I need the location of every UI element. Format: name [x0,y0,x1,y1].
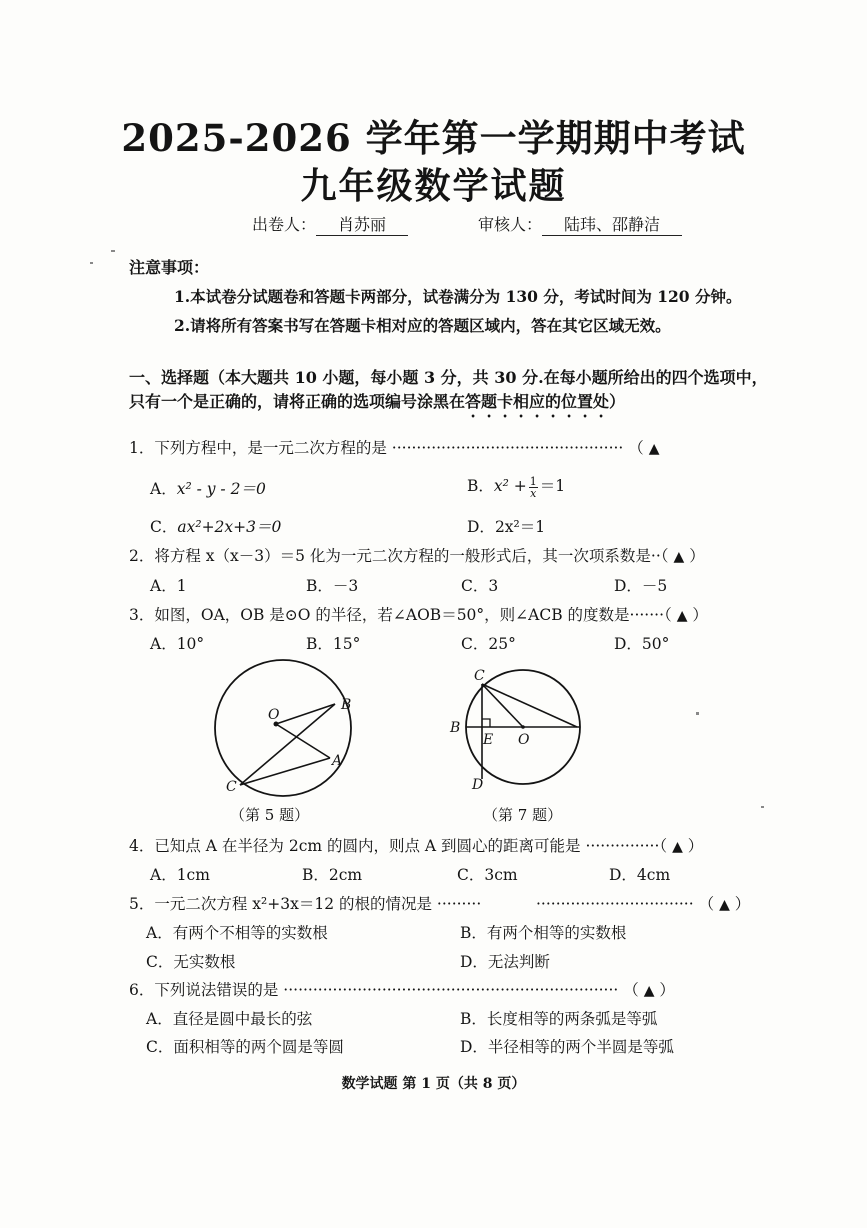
question-1-text: 1．下列方程中，是一元二次方程的是 ··············································· （ [129,439,644,457]
answer-mark-icon: ▲ [643,983,655,999]
q1-option-c-label: C． [150,518,178,536]
question-3-text: 3．如图，OA，OB 是⊙O 的半径，若∠AOB＝50°，则∠ACB 的度数是·······（ [129,606,672,624]
q1-option-b-fraction [529,476,538,499]
question-5-dots: ································ [536,895,694,913]
q2-option-a: A．1 [150,577,187,595]
fig7-label-o: O [518,732,530,748]
fig5-label-o: O [268,707,280,723]
q3-option-a: A．10° [150,635,205,653]
scan-speck [696,712,699,715]
q1-option-d-label: D． [467,518,495,536]
q3-option-d: D．50° [614,635,670,653]
q1-option-d [467,515,545,537]
notes-item-1: 1.本试卷分试题卷和答题卡两部分，试卷满分为 130 分，考试时间为 120 分钟。 [174,287,742,306]
q4-option-a: A．1cm [150,866,210,884]
exam-subtitle: 九年级数学试题 [300,165,567,207]
fig5-label-b: B [341,697,352,713]
question-6-stem [129,978,675,1000]
section-heading-emphasis: 答题卡相应的位置处 [465,392,610,411]
author-line [252,212,408,236]
q1-option-c [150,515,281,537]
fig7-label-d: D [472,777,484,793]
question-5-close: ） [734,895,751,913]
q5-option-d: D．无法判断 [460,953,550,971]
question-2-stem [129,544,705,566]
fig5-chord-cb [240,704,335,785]
answer-mark-icon: ▲ [676,608,688,624]
q6-option-b: B．长度相等的两条弧是等弧 [460,1010,658,1028]
question-5-stem: 5．一元二次方程 x²+3x＝12 的根的情况是 ········· [129,895,482,913]
q2-option-b: B．－3 [306,577,359,595]
answer-mark-icon: ▲ [673,549,685,565]
fraction-numerator: 1 [529,474,537,488]
question-3-close: ） [692,606,708,624]
question-3-stem [129,603,708,625]
question-5-tail [536,892,750,914]
fig5-radius-oa [276,724,330,758]
fig5-label-a: A [332,753,343,769]
section-heading-plain: 只有一个是正确的，请将正确的选项编号涂黑在 [129,392,466,411]
q3-option-c: C．25° [461,635,516,653]
q6-option-c: C．面积相等的两个圆是等圆 [146,1038,344,1056]
q2-option-d: D．－5 [614,577,668,595]
question-2-close: ） [689,547,705,565]
q1-option-a-label: A． [150,480,177,498]
q1-option-a [150,477,266,499]
q1-option-c-text: ax²+2x+3＝0 [177,518,282,536]
question-2-text: 2．将方程 x（x－3）＝5 化为一元二次方程的一般形式后，其一次项系数是··（ [129,547,669,565]
q6-option-a: A．直径是圆中最长的弦 [146,1010,313,1028]
q3-option-b: B．15° [306,635,361,653]
scan-speck [761,806,764,808]
section-heading-line-2 [129,389,625,421]
reviewer-label: 审核人： [478,215,543,234]
question-4-stem [129,834,703,856]
q6-option-d: D．半径相等的两个半圆是等弧 [460,1038,674,1056]
q1-option-b-label: B． [467,477,494,495]
scan-speck [90,262,93,264]
answer-mark-icon: ▲ [648,441,660,457]
q2-option-c: C．3 [461,577,499,595]
notes-item-2: 2.请将所有答案书写在答题卡相对应的答题区域内，答在其它区域无效。 [174,316,671,335]
notes-heading: 注意事项： [129,258,210,277]
q5-option-a: A．有两个不相等的实数根 [146,924,328,942]
figure-7-caption: （第 7 题） [483,806,563,824]
q1-option-d-text: 2x²＝1 [494,518,546,536]
q4-option-d: D．4cm [609,866,671,884]
author-name: 肖苏丽 [316,212,408,236]
author-label: 出卷人： [252,215,317,234]
q1-option-a-text: x² - y - 2＝0 [176,480,266,498]
exam-title: 2025-2026 学年第一学期期中考试 [121,116,746,160]
scan-speck [111,250,115,252]
fig7-chord-c-right [482,684,577,727]
section-heading-end: ） [609,392,626,411]
question-6-close: ） [659,981,675,999]
reviewer-line [478,212,682,236]
q4-option-b: B．2cm [302,866,363,884]
figure-5-diagram [200,655,370,800]
answer-mark-icon: ▲ [672,839,683,855]
fig7-label-c: C [474,668,485,684]
question-6-text: 6．下列说法错误的是 ···································································· （ [129,981,639,999]
fig5-label-c: C [226,779,237,795]
fig7-center-point [521,725,525,729]
q1-option-b-pre: x² + [493,477,527,495]
question-4-close: ） [687,837,704,855]
fraction-denominator: x [530,486,537,500]
reviewer-names: 陆玮、邵静洁 [542,212,682,236]
fig7-label-e: E [483,732,494,748]
answer-mark-icon: ▲ [719,897,730,913]
question-4-text: 4．已知点 A 在半径为 2cm 的圆内，则点 A 到圆心的距离可能是 ···············（ [129,837,668,855]
figure-5-caption: （第 5 题） [230,806,310,824]
q1-option-b [467,474,565,499]
question-1-stem [129,436,660,458]
q5-option-c: C．无实数根 [146,953,236,971]
question-5-paren: （ [698,895,715,913]
fig7-label-b: B [450,720,461,736]
fig7-right-angle-mark [482,719,490,727]
fig5-radius-ob [276,704,335,724]
section-heading-line-1: 一、选择题（本大题共 10 小题，每小题 3 分，共 30 分.在每小题所给出的四个选项中， [129,368,768,387]
fig5-chord-ca [240,758,330,785]
q5-option-b: B．有两个相等的实数根 [460,924,627,942]
page-footer: 数学试题 第 1 页（共 8 页） [341,1076,526,1092]
q1-option-b-post: ＝1 [539,477,566,495]
fig7-segment-co [482,684,523,727]
figure-7-diagram [440,655,590,800]
q4-option-c: C．3cm [457,866,518,884]
